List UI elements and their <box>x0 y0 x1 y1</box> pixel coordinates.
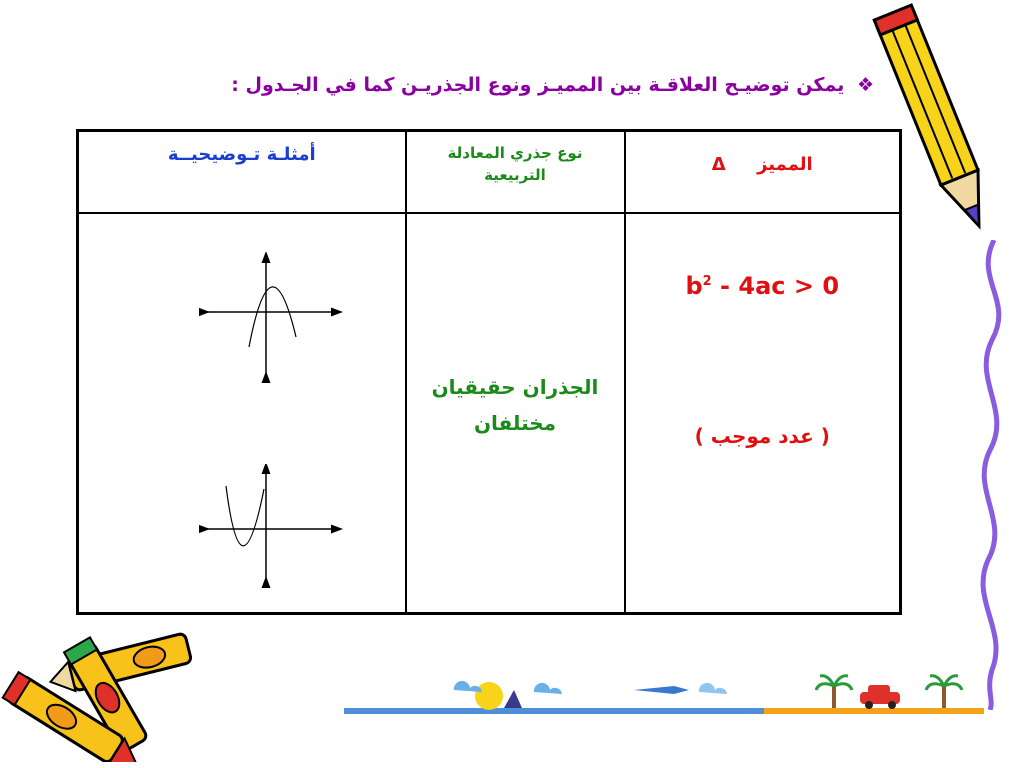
graph-downward-parabola <box>199 252 349 387</box>
roots-cell <box>406 213 625 614</box>
heading-text: يمكن توضيـح العلاقـة بين المميـز ونوع الجذريـن كما في الجـدول : <box>231 74 845 96</box>
roots-line1: الجذران حقيقيان <box>431 374 599 399</box>
formula-b: b <box>685 271 703 300</box>
wavy-border-decoration <box>964 240 1024 710</box>
car-icon <box>860 685 900 709</box>
palm-tree-icon-2 <box>926 676 962 708</box>
graph-upward-parabola <box>199 464 349 589</box>
roots-type-header <box>406 131 625 213</box>
bullet-icon: ❖ <box>856 74 874 96</box>
discriminant-cell <box>625 213 901 614</box>
examples-header <box>78 131 406 213</box>
examples-header-label: أمثلـة تـوضيحيــة <box>167 144 316 165</box>
formula-exponent: 2 <box>702 273 712 289</box>
pencil-icon <box>862 2 1012 242</box>
roots-line2: مختلفان <box>473 410 557 435</box>
beach-scene-decoration <box>344 672 984 722</box>
discriminant-header-label: المميز <box>757 154 813 175</box>
positive-row <box>78 213 901 614</box>
positive-number-note: ( عدد موجب ) <box>694 423 830 448</box>
header-row <box>78 131 901 213</box>
roots-description <box>407 369 624 441</box>
roots-type-header-line2: التربيعية <box>484 166 546 184</box>
discriminant-formula <box>626 272 900 300</box>
heading <box>90 74 874 96</box>
delta-symbol: Δ <box>711 154 726 175</box>
discriminant-table <box>76 129 902 615</box>
crayons-icon <box>0 622 210 762</box>
examples-cell <box>78 213 406 614</box>
palm-tree-icon <box>816 676 852 708</box>
discriminant-header <box>625 131 901 213</box>
formula-rest: - 4ac > 0 <box>711 271 840 300</box>
roots-type-header-line1: نوع جذري المعادلة <box>447 144 583 162</box>
